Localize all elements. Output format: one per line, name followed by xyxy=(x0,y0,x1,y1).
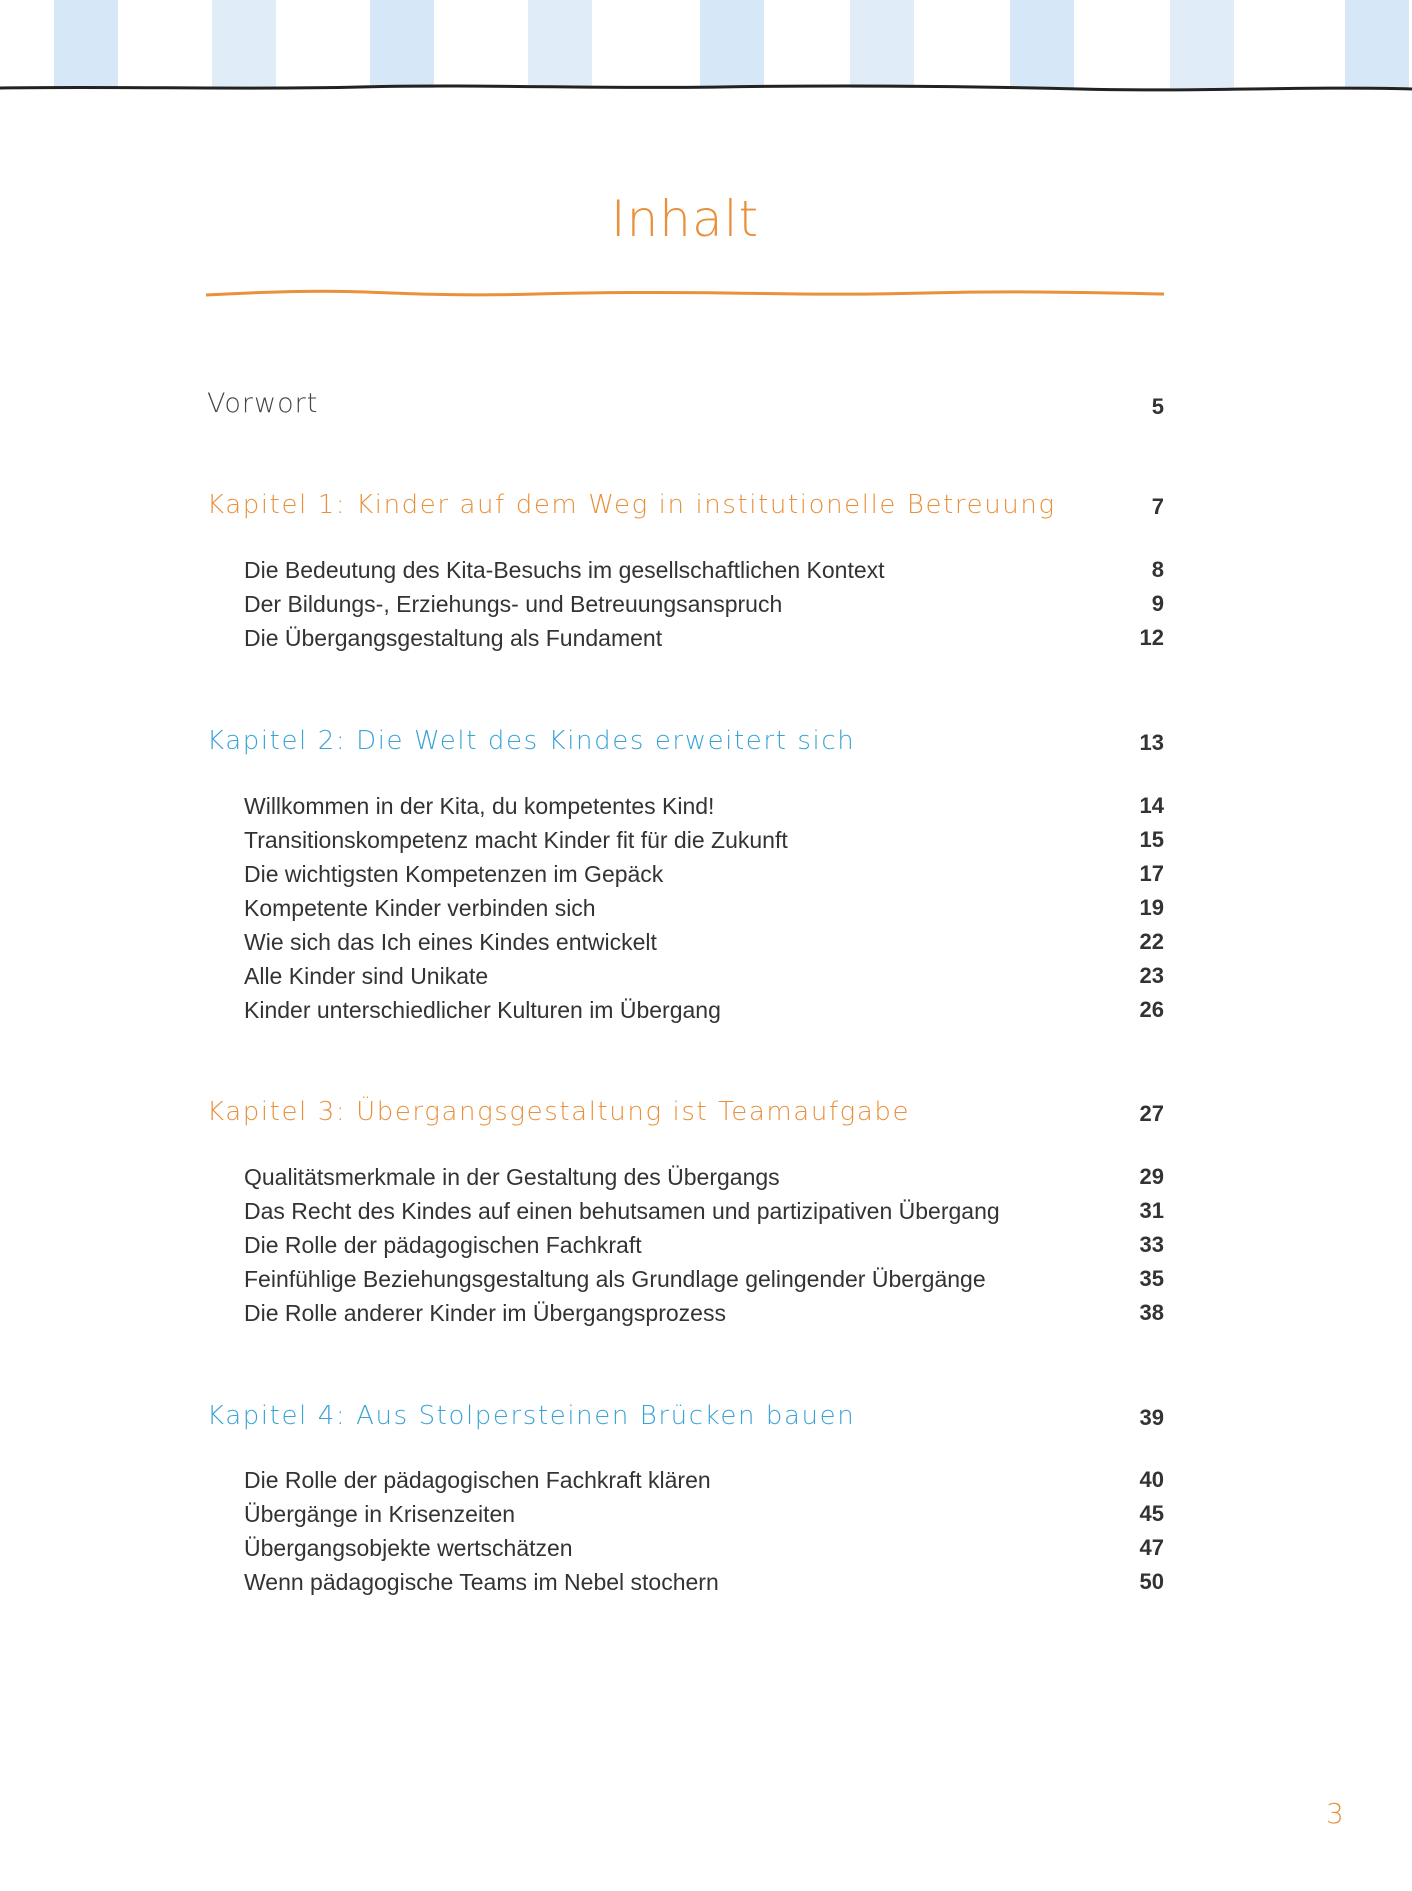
entry-page: 9 xyxy=(1151,591,1164,616)
entry-page: 12 xyxy=(1139,625,1164,650)
entry-page: 35 xyxy=(1139,1266,1164,1291)
entry-label: Kinder unterschiedlicher Kulturen im Übergang xyxy=(244,997,721,1023)
entry-label: Übergänge in Krisenzeiten xyxy=(244,1501,516,1527)
entry-page: 29 xyxy=(1139,1164,1164,1189)
stripe xyxy=(1170,0,1234,88)
entry-page: 26 xyxy=(1139,997,1164,1022)
entry-page: 19 xyxy=(1139,895,1164,920)
chapter-4-page: 39 xyxy=(1139,1405,1164,1430)
stripe xyxy=(1345,0,1409,88)
entry-label: Übergangsobjekte wertschätzen xyxy=(244,1535,573,1561)
stripe xyxy=(850,0,914,88)
preface-page: 5 xyxy=(1151,394,1164,419)
chapter-4-label: Kapitel 4: Aus Stolpersteinen Brücken bauen xyxy=(207,1401,856,1431)
entry-label: Wenn pädagogische Teams im Nebel stochern xyxy=(244,1569,719,1595)
entry-label: Die wichtigsten Kompetenzen im Gepäck xyxy=(244,861,664,887)
entry-label: Die Bedeutung des Kita-Besuchs im gesellschaftlichen Kontext xyxy=(244,557,885,583)
entry-label: Wie sich das Ich eines Kindes entwickelt xyxy=(244,929,657,955)
entry-page: 8 xyxy=(1151,557,1164,582)
entry-page: 33 xyxy=(1139,1232,1164,1257)
preface-label: Vorwort xyxy=(207,388,319,419)
entry-label: Transitionskompetenz macht Kinder fit für die Zukunft xyxy=(244,827,788,853)
chapter-1-page: 7 xyxy=(1151,494,1164,519)
stripe xyxy=(700,0,764,88)
chapter-3-page: 27 xyxy=(1139,1101,1164,1126)
page-number: 3 xyxy=(1326,1797,1344,1830)
entry-label: Qualitätsmerkmale in der Gestaltung des Übergangs xyxy=(244,1164,780,1190)
stripe xyxy=(528,0,592,88)
chapter-2-label: Kapitel 2: Die Welt des Kindes erweitert sich xyxy=(207,726,856,756)
page-title: Inhalt xyxy=(610,190,760,248)
entry-page: 47 xyxy=(1139,1535,1164,1560)
title-underline xyxy=(206,286,1164,300)
stripe xyxy=(1010,0,1074,88)
entry-label: Die Übergangsgestaltung als Fundament xyxy=(244,625,663,651)
entry-page: 14 xyxy=(1139,793,1164,818)
header-stripes xyxy=(0,0,1412,92)
entry-label: Die Rolle anderer Kinder im Übergangsprozess xyxy=(244,1300,726,1326)
entry-page: 23 xyxy=(1139,963,1164,988)
entry-label: Das Recht des Kindes auf einen behutsamen und partizipativen Übergang xyxy=(244,1198,1000,1224)
entry-page: 40 xyxy=(1139,1467,1164,1492)
entry-page: 38 xyxy=(1139,1300,1164,1325)
entry-page: 31 xyxy=(1139,1198,1164,1223)
stripe xyxy=(54,0,118,88)
entry-page: 17 xyxy=(1139,861,1164,886)
entry-label: Die Rolle der pädagogischen Fachkraft xyxy=(244,1232,642,1258)
chapter-1-label: Kapitel 1: Kinder auf dem Weg in institutionelle Betreuung xyxy=(207,490,1056,520)
chapter-2-page: 13 xyxy=(1139,730,1164,755)
entry-label: Der Bildungs-, Erziehungs- und Betreuungsanspruch xyxy=(244,591,783,617)
entry-label: Feinfühlige Beziehungsgestaltung als Grundlage gelingender Übergänge xyxy=(244,1266,986,1292)
entry-page: 45 xyxy=(1139,1501,1164,1526)
entry-page: 15 xyxy=(1139,827,1164,852)
stripe xyxy=(370,0,434,88)
entry-label: Alle Kinder sind Unikate xyxy=(244,963,489,989)
chapter-3-label: Kapitel 3: Übergangsgestaltung ist Teamaufgabe xyxy=(207,1097,911,1127)
entry-label: Willkommen in der Kita, du kompetentes Kind! xyxy=(244,793,715,819)
entry-label: Kompetente Kinder verbinden sich xyxy=(244,895,596,921)
entry-label: Die Rolle der pädagogischen Fachkraft klären xyxy=(244,1467,711,1493)
header-rule xyxy=(0,80,1412,94)
entry-page: 50 xyxy=(1139,1569,1164,1594)
stripe xyxy=(212,0,276,88)
entry-page: 22 xyxy=(1139,929,1164,954)
